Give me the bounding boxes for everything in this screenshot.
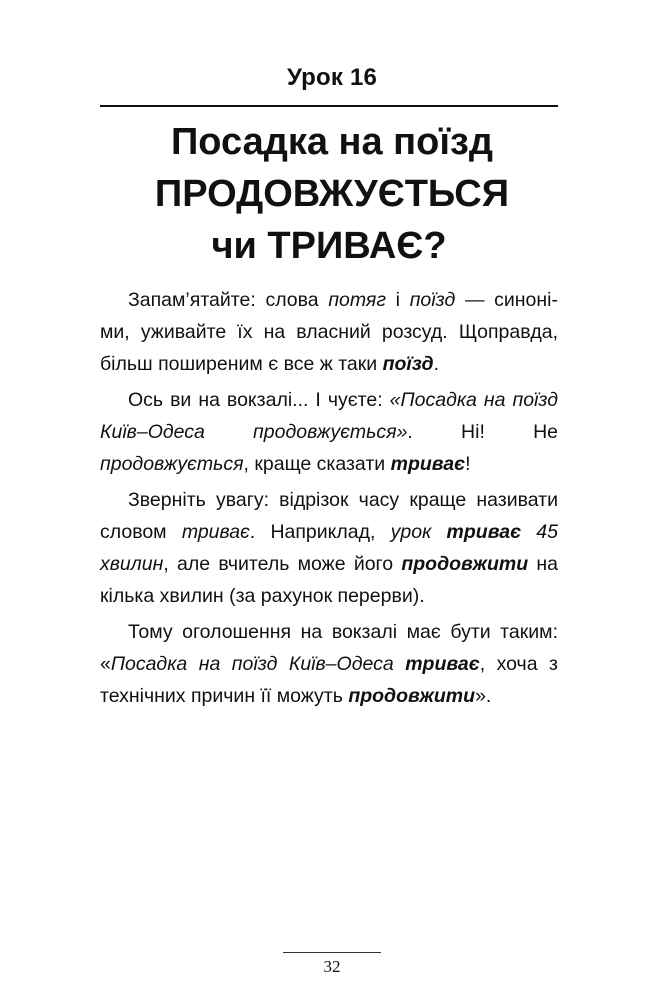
title-divider bbox=[100, 105, 558, 107]
title-line-3: чи ТРИВАЄ? bbox=[211, 225, 447, 267]
text-run: Тому оголошення на вокзалі має бути таким: « bbox=[100, 621, 558, 675]
text-run: , краще сказати bbox=[243, 453, 391, 475]
text-run: Запам’ятайте: слова bbox=[128, 289, 329, 311]
text-run: , але вчитель може його bbox=[163, 553, 402, 575]
text-run: . Ні! Не bbox=[407, 421, 558, 443]
paragraph-3 bbox=[100, 484, 558, 612]
italic-quote: Посадка на поїзд Київ–Одеса bbox=[110, 653, 406, 675]
lesson-label: Урок 16 bbox=[286, 64, 378, 91]
page-title bbox=[0, 116, 664, 272]
paragraph-4 bbox=[100, 616, 558, 712]
bold-italic-term: продовжити bbox=[401, 553, 529, 575]
paragraph-2 bbox=[100, 384, 558, 480]
title-line-2: ПРОДОВЖУЄТЬСЯ bbox=[154, 173, 510, 215]
bold-italic-term: поїзд bbox=[382, 353, 434, 375]
text-run: Зверніть увагу: відрізок часу краще називати словом bbox=[100, 489, 558, 543]
bold-italic-term: триває bbox=[390, 453, 466, 475]
text-run: — синоні-ми, уживайте їх на власний розсуд. Щоправда, більш поширеним є все ж таки bbox=[100, 289, 558, 375]
italic-quote: «Посадка на поїзд Київ–Одеса продовжується» bbox=[100, 389, 558, 443]
text-run: і bbox=[385, 289, 410, 311]
text-run: , хоча з технічних причин її можуть bbox=[100, 653, 558, 707]
paragraph-1 bbox=[100, 284, 558, 380]
italic-term: поїзд bbox=[409, 289, 456, 311]
italic-term: триває bbox=[181, 521, 250, 543]
bold-italic-term: триває bbox=[405, 653, 480, 675]
text-run: Ось ви на вокзалі... І чуєте: bbox=[128, 389, 390, 411]
italic-example: урок bbox=[390, 521, 447, 543]
bold-italic-term: триває bbox=[446, 521, 522, 543]
bold-italic-term: продовжити bbox=[348, 685, 476, 707]
title-line-1: Посадка на поїзд bbox=[170, 121, 494, 163]
text-run: . bbox=[433, 353, 440, 375]
body-text bbox=[100, 284, 558, 716]
page-number: 32 bbox=[323, 957, 341, 976]
text-run: . Наприклад, bbox=[249, 521, 391, 543]
text-run: на кілька хвилин (за рахунок перерви). bbox=[100, 553, 558, 607]
text-run: ». bbox=[475, 685, 492, 707]
italic-term: потяг bbox=[328, 289, 386, 311]
italic-example: 45 хвилин bbox=[100, 521, 558, 575]
footer-divider bbox=[283, 952, 381, 953]
italic-term: продовжується bbox=[100, 453, 244, 475]
text-run: ! bbox=[465, 453, 471, 475]
